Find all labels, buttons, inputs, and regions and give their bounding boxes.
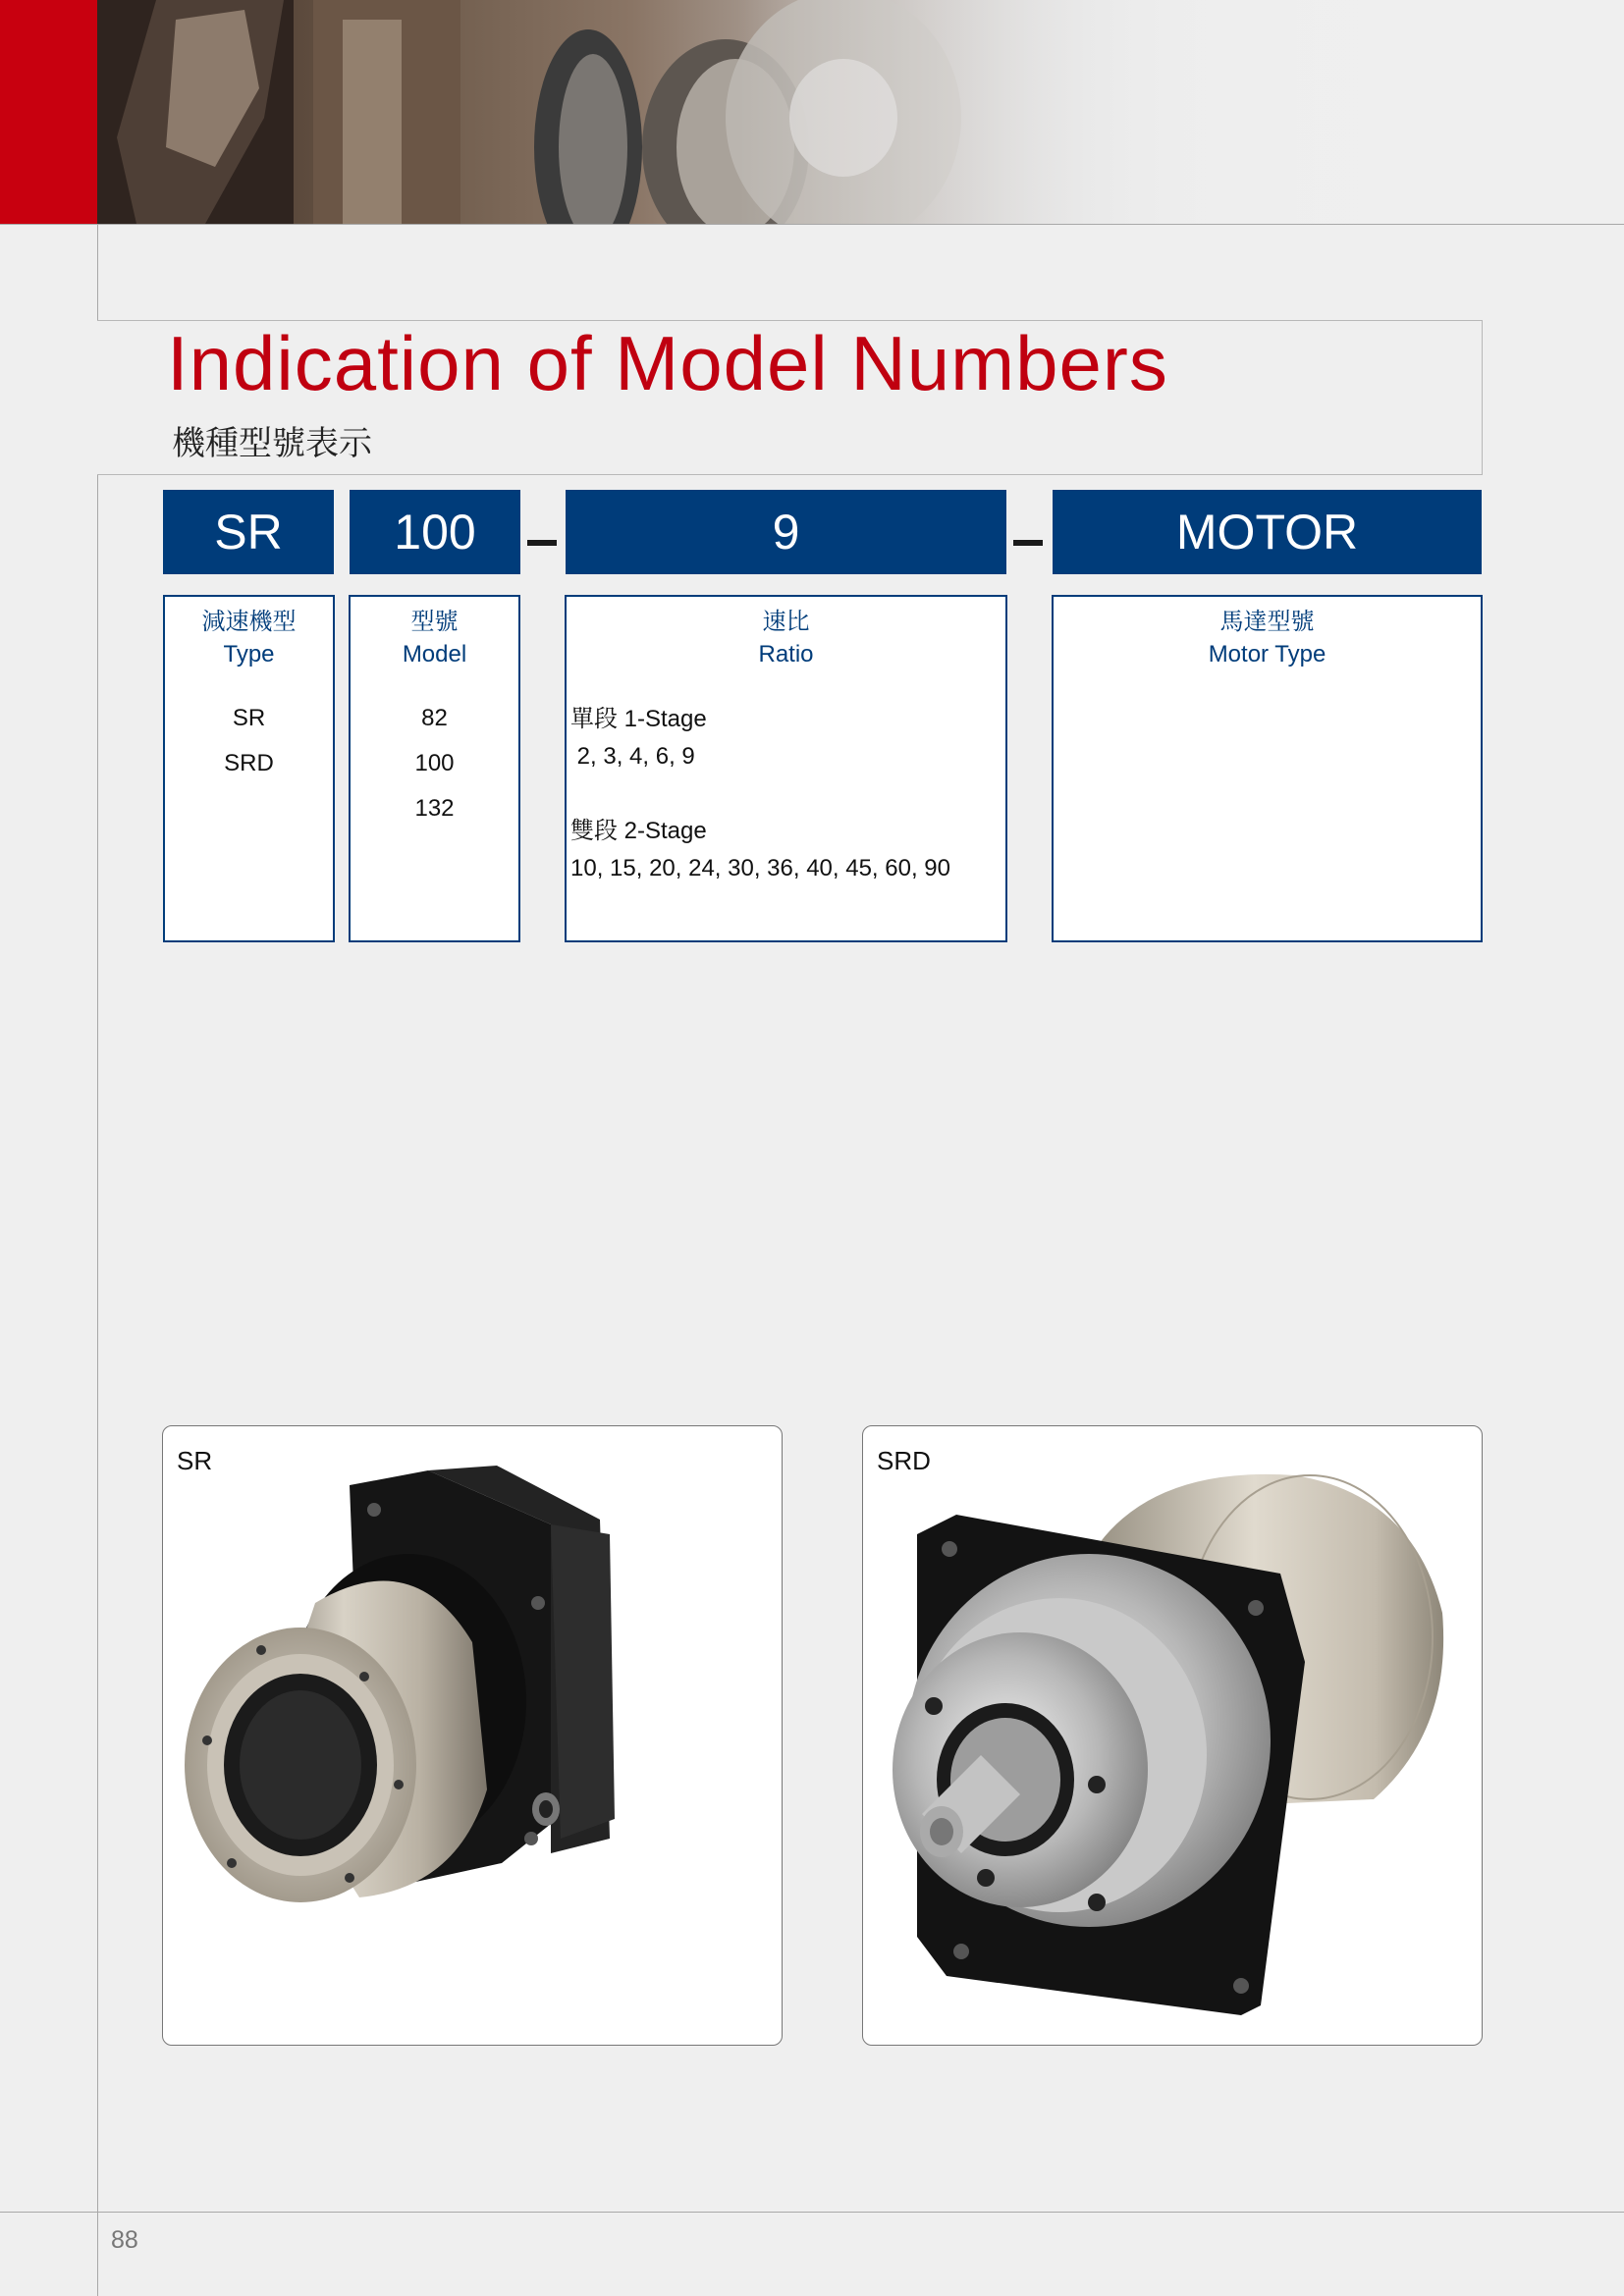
model-label-en: Model bbox=[402, 641, 467, 667]
ratio-label-zh: 速比 bbox=[762, 609, 810, 635]
model-option: 82 bbox=[421, 705, 448, 731]
code-segment-type: SR bbox=[163, 490, 334, 574]
ratio-label-en: Ratio bbox=[758, 641, 814, 667]
type-description-box bbox=[163, 595, 335, 942]
type-label-zh: 減速機型 bbox=[201, 609, 297, 635]
red-accent-block bbox=[0, 0, 97, 224]
page-number: 88 bbox=[111, 2226, 138, 2254]
page-title: Indication of Model Numbers bbox=[167, 320, 1168, 406]
type-option: SR bbox=[232, 705, 266, 731]
product-label-srd: SRD bbox=[877, 1446, 931, 1475]
model-option: 100 bbox=[414, 750, 455, 776]
model-label-zh: 型號 bbox=[410, 609, 459, 635]
ratio-description-box bbox=[565, 595, 1007, 942]
model-option: 132 bbox=[414, 795, 455, 822]
code-segment-ratio: 9 bbox=[566, 490, 1006, 574]
ratio-stage1-label: 單段 1-Stage bbox=[570, 706, 707, 732]
motor-label-en: Motor Type bbox=[1208, 641, 1326, 667]
motor-description-box bbox=[1052, 595, 1483, 942]
footer-rule bbox=[0, 2212, 1624, 2213]
model-description-box bbox=[349, 595, 520, 942]
code-segment-model: 100 bbox=[350, 490, 520, 574]
page-subtitle: 機種型號表示 bbox=[172, 425, 372, 462]
header-banner-image bbox=[97, 0, 1624, 224]
type-option: SRD bbox=[224, 750, 274, 776]
product-card-srd bbox=[862, 1425, 1483, 2046]
code-separator-dash bbox=[1013, 540, 1043, 546]
sr-gearbox-photo bbox=[163, 1426, 783, 2046]
type-label-en: Type bbox=[223, 641, 275, 667]
motor-label-zh: 馬達型號 bbox=[1219, 609, 1315, 635]
product-card-sr bbox=[162, 1425, 783, 2046]
code-separator-dash bbox=[527, 540, 557, 546]
code-segment-motor: MOTOR bbox=[1053, 490, 1482, 574]
banner-bottom-rule bbox=[0, 224, 1624, 225]
left-margin-rule bbox=[97, 224, 98, 2296]
product-label-sr: SR bbox=[177, 1446, 213, 1475]
ratio-stage1-values: 2, 3, 4, 6, 9 bbox=[570, 743, 695, 770]
ratio-stage2-label: 雙段 2-Stage bbox=[570, 818, 707, 844]
srd-gearbox-photo bbox=[863, 1426, 1483, 2046]
ratio-stage2-values: 10, 15, 20, 24, 30, 36, 40, 45, 60, 90 bbox=[570, 855, 950, 881]
